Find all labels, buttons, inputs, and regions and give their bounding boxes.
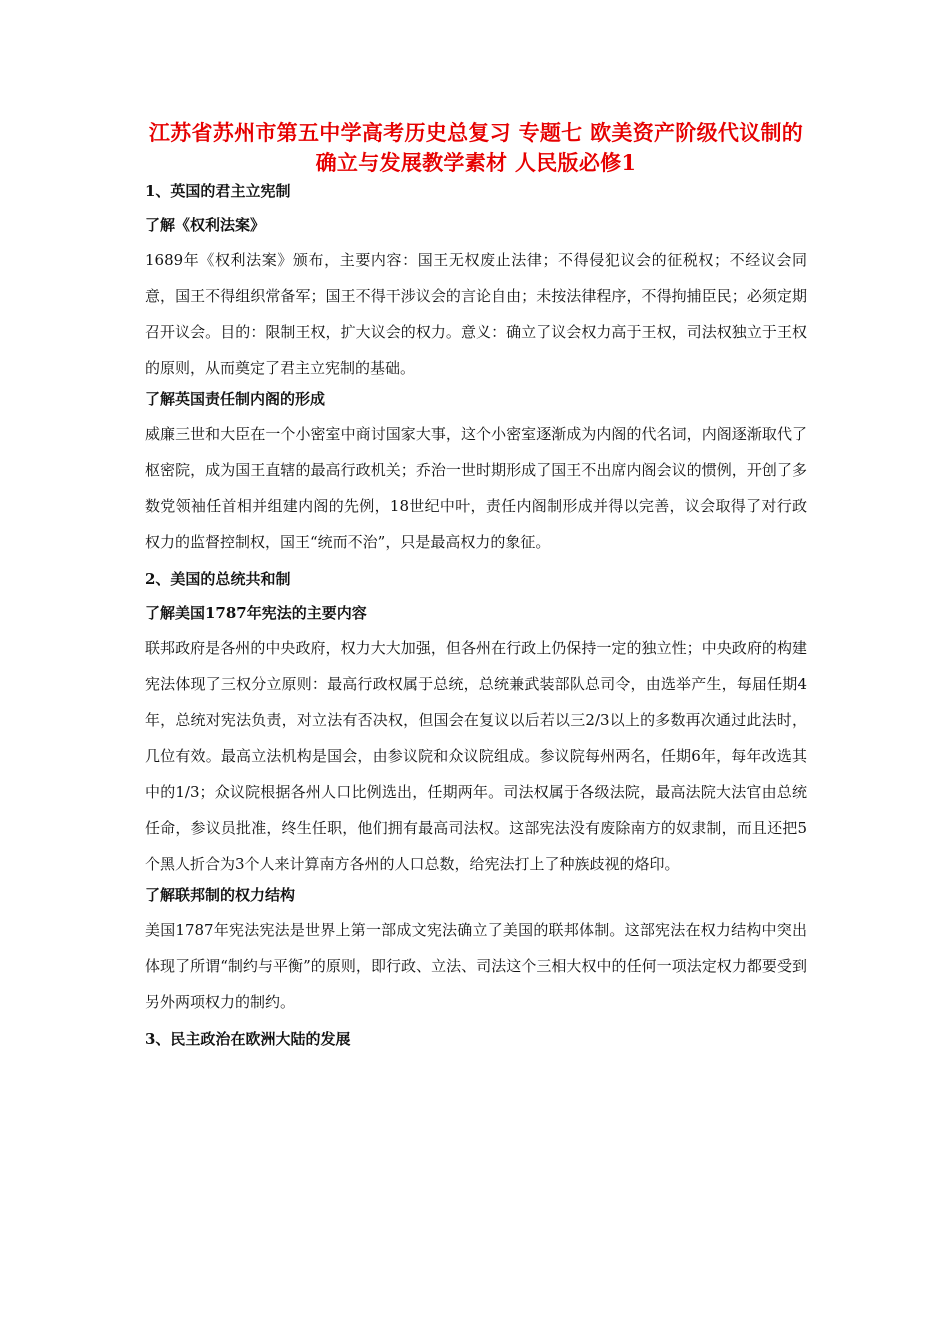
subsection-heading: 了解《权利法案》	[145, 216, 266, 234]
section-heading: 2、美国的总统共和制	[145, 570, 291, 588]
subsection-heading: 了解联邦制的权力结构	[145, 886, 296, 904]
section-european-democracy	[145, 1028, 807, 1050]
section-heading: 3、民主政治在欧洲大陆的发展	[145, 1030, 351, 1048]
paragraph: 威廉三世和大臣在一个小密室中商讨国家大事，这个小密室逐渐成为内阁的代名词，内阁逐渐取代了枢密院，成为国王直辖的最高行政机关；乔治一世时期形成了国王不出席内阁会议的惯例，开创了多数党领袖任首相并组建内阁的先例，18世纪中叶，责任内阁制形成并得以完善，议会取得了对行政权力的监督控制权，国王“统而不治”，只是最高权力的象征。	[145, 425, 807, 551]
paragraph: 1689年《权利法案》颁布，主要内容：国王无权废止法律；不得侵犯议会的征税权；不经议会同意，国王不得组织常备军；国王不得干涉议会的言论自由；未按法律程序，不得拘捕臣民；必须定期召开议会。目的：限制王权，扩大议会的权力。意义：确立了议会权力高于王权，司法权独立于王权的原则，从而奠定了君主立宪制的基础。	[145, 251, 807, 377]
paragraph: 联邦政府是各州的中央政府，权力大大加强，但各州在行政上仍保持一定的独立性；中央政府的构建宪法体现了三权分立原则：最高行政权属于总统，总统兼武装部队总司令，由选举产生，每届任期4年，总统对宪法负责，对立法有否决权，但国会在复议以后若以三2/3以上的多数再次通过此法时，几位有效。最高立法机构是国会，由参议院和众议院组成。参议院每州两名，任期6年，每年改选其中的1/3；众议院根据各州人口比例选出，任期两年。司法权属于各级法院，最高法院大法官由总统任命，参议员批准，终生任职，他们拥有最高司法权。这部宪法没有废除南方的奴隶制，而且还把5个黑人折合为3个人来计算南方各州的人口总数，给宪法打上了种族歧视的烙印。	[145, 639, 807, 873]
subsection-heading: 了解英国责任制内阁的形成	[145, 390, 326, 408]
subsection-heading: 了解美国1787年宪法的主要内容	[145, 604, 367, 622]
paragraph: 美国1787年宪法宪法是世界上第一部成文宪法确立了美国的联邦体制。这部宪法在权力结构中突出体现了所谓“制约与平衡”的原则，即行政、立法、司法这个三相大权中的任何一项法定权力都要受到另外两项权力的制约。	[145, 921, 807, 1011]
section-british-constitutional-monarchy	[145, 180, 807, 560]
section-heading: 1、英国的君主立宪制	[145, 182, 291, 200]
section-us-presidential-republic	[145, 568, 807, 1020]
document-title: 江苏省苏州市第五中学高考历史总复习 专题七 欧美资产阶级代议制的确立与发展教学素材 人民版必修1	[148, 120, 804, 175]
document-page	[145, 118, 807, 1062]
